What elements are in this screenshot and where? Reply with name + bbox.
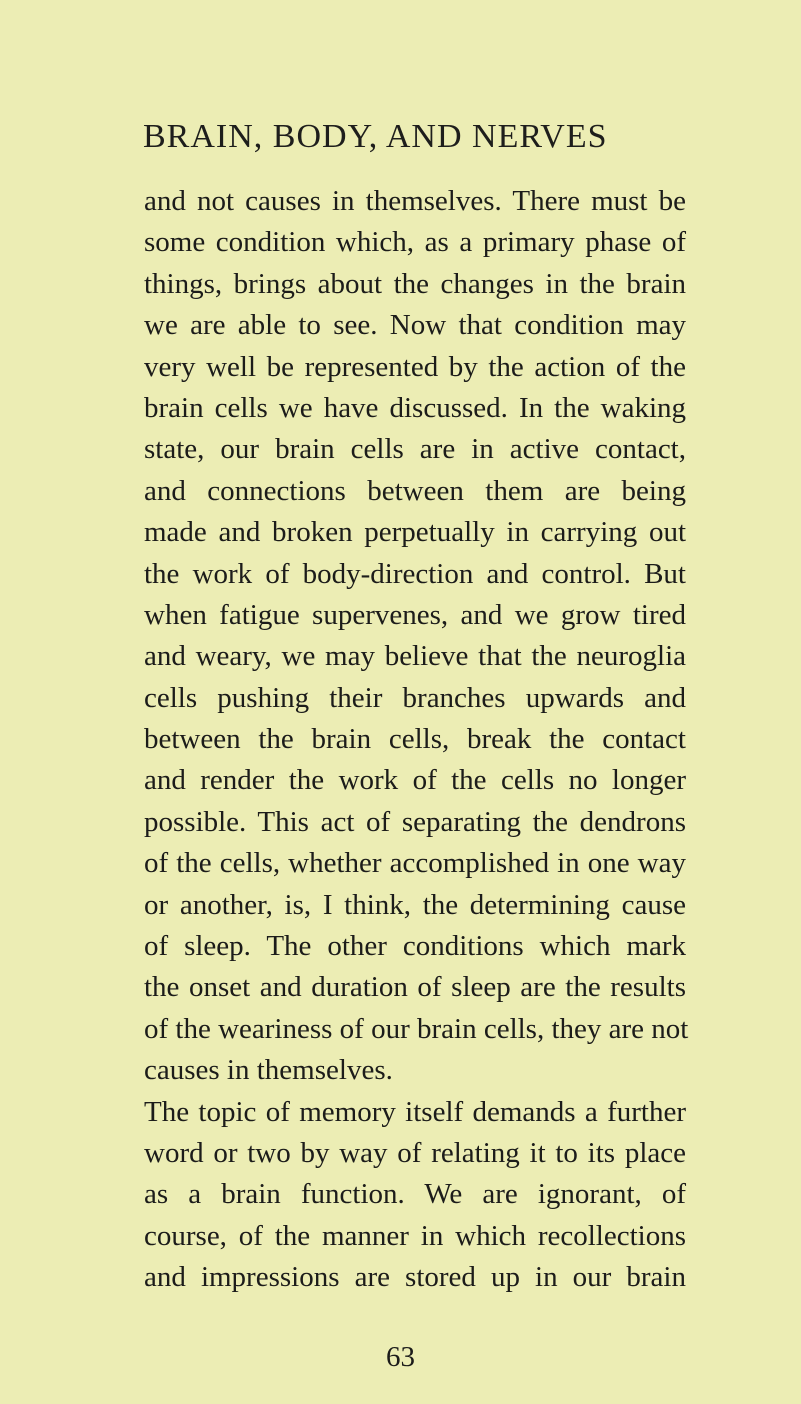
text-line: and render the work of the cells no longer (144, 764, 686, 797)
text-line: between the brain cells, break the contact (144, 723, 686, 756)
text-line: made and broken perpetually in carrying out (144, 516, 686, 549)
text-line: and not causes in themselves. There must be (144, 185, 686, 217)
text-line: when fatigue supervenes, and we grow tired (144, 598, 686, 631)
text-line: of sleep. The other conditions which mark (144, 930, 686, 963)
text-line: some condition which, as a primary phase of (144, 226, 686, 259)
text-line: of the cells, whether accomplished in one way (144, 847, 686, 880)
text-line: as a brain function. We are ignorant, of (144, 1178, 686, 1211)
text-line: word or two by way of relating it to its place (144, 1136, 686, 1169)
text-line: or another, is, I think, the determining cause (144, 888, 686, 921)
text-line: and weary, we may believe that the neuroglia (144, 640, 686, 673)
text-line: possible. This act of separating the dendrons (144, 805, 686, 838)
page-number: 63 (386, 1341, 415, 1373)
text-line: course, of the manner in which recollections (144, 1219, 686, 1252)
text-line: The topic of memory itself demands a further (144, 1095, 686, 1128)
text-line: cells pushing their branches upwards and (144, 681, 686, 714)
text-line: brain cells we have discussed. In the waking (144, 391, 686, 424)
running-head: BRAIN, BODY, AND NERVES (143, 118, 608, 155)
text-line: causes in themselves. (144, 1054, 393, 1087)
text-line: the onset and duration of sleep are the results (144, 971, 686, 1004)
text-line: things, brings about the changes in the brain (144, 267, 686, 300)
text-line: of the weariness of our brain cells, they are not (144, 1012, 689, 1045)
text-line: very well be represented by the action of the (144, 350, 686, 383)
text-line: the work of body-direction and control. But (144, 557, 686, 590)
text-line: and connections between them are being (144, 474, 686, 507)
text-line: we are able to see. Now that condition may (144, 309, 686, 342)
text-line: state, our brain cells are in active contact, (144, 433, 686, 466)
body-text (144, 181, 689, 1299)
text-line: and impressions are stored up in our brain (144, 1261, 686, 1294)
